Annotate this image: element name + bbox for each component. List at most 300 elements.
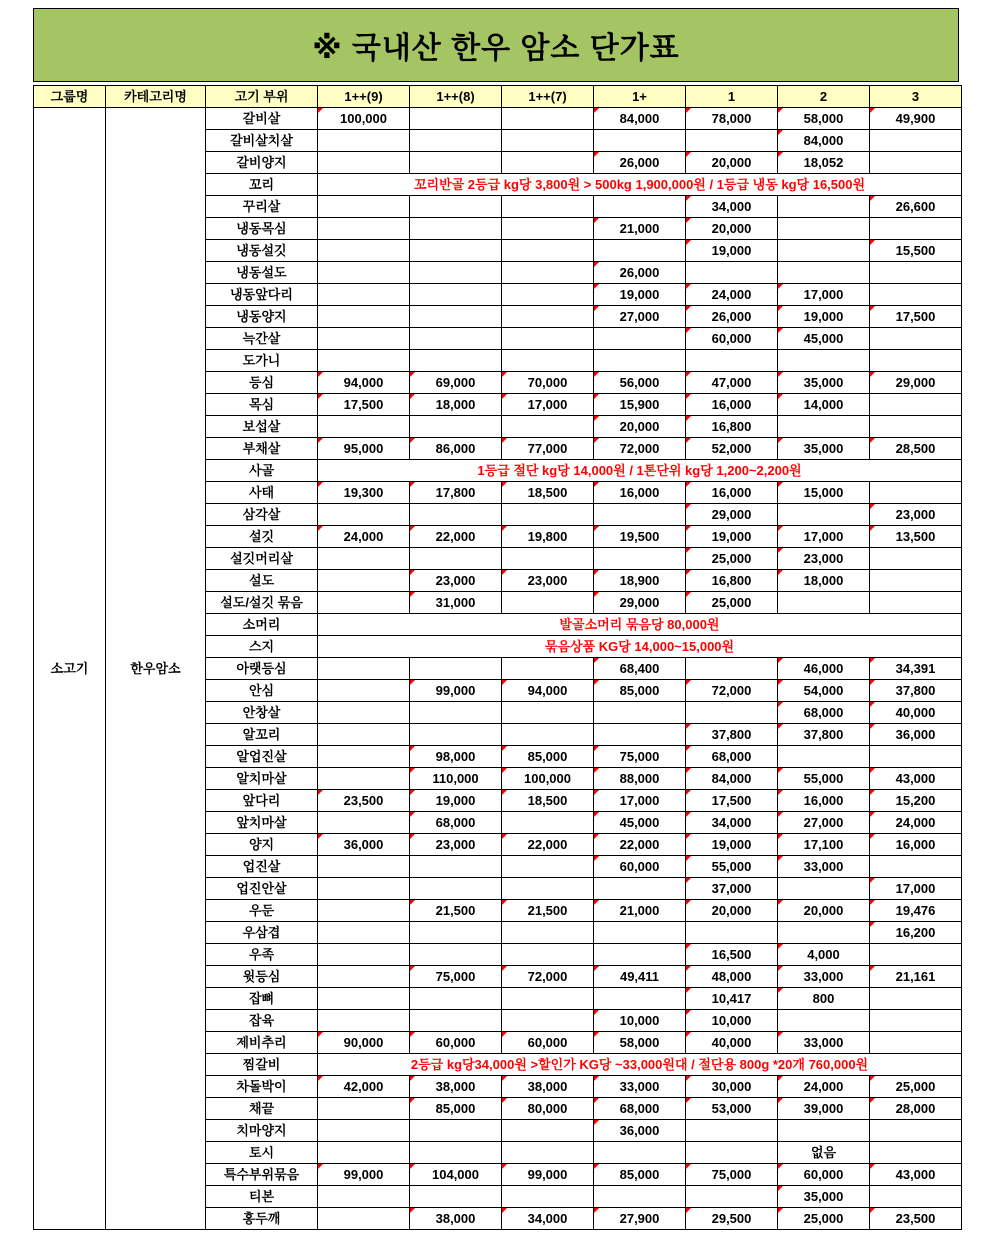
price-cell: 52,000 [686,438,778,460]
price-cell [502,504,594,526]
part-name-cell: 차돌박이 [206,1076,318,1098]
price-cell: 15,200 [870,790,962,812]
price-cell: 20,000 [686,900,778,922]
price-cell [594,130,686,152]
price-cell [318,548,410,570]
price-cell [594,240,686,262]
price-cell [594,196,686,218]
price-cell [410,262,502,284]
price-cell: 35,000 [778,1186,870,1208]
price-cell [870,416,962,438]
price-cell: 60,000 [502,1032,594,1054]
price-cell [502,658,594,680]
price-cell [410,1120,502,1142]
price-cell: 68,000 [410,812,502,834]
price-cell [318,218,410,240]
price-cell [502,702,594,724]
price-cell: 26,000 [594,262,686,284]
price-cell [410,724,502,746]
price-cell: 16,000 [686,482,778,504]
price-cell: 85,000 [594,680,686,702]
price-cell: 18,000 [778,570,870,592]
price-cell [870,570,962,592]
price-cell: 99,000 [318,1164,410,1186]
price-cell: 24,000 [778,1076,870,1098]
price-cell [594,328,686,350]
price-cell: 29,000 [594,592,686,614]
price-cell [778,1120,870,1142]
price-cell [410,1186,502,1208]
price-cell [410,922,502,944]
part-name-cell: 늑간살 [206,328,318,350]
price-cell: 33,000 [778,856,870,878]
price-cell: 800 [778,988,870,1010]
price-cell: 72,000 [686,680,778,702]
price-cell: 17,000 [778,284,870,306]
price-cell: 16,000 [594,482,686,504]
price-cell [778,240,870,262]
column-header: 2 [778,86,870,108]
price-cell [318,416,410,438]
part-name-cell: 스지 [206,636,318,658]
price-cell [870,130,962,152]
price-cell: 43,000 [870,1164,962,1186]
price-cell: 14,000 [778,394,870,416]
price-cell [870,284,962,306]
price-cell: 33,000 [594,1076,686,1098]
price-cell: 33,000 [778,966,870,988]
price-cell [410,284,502,306]
price-cell [410,1010,502,1032]
price-cell [778,922,870,944]
price-cell [502,856,594,878]
column-header: 고기 부위 [206,86,318,108]
price-cell: 75,000 [594,746,686,768]
part-name-cell: 냉동목심 [206,218,318,240]
price-cell: 10,000 [594,1010,686,1032]
price-cell [410,328,502,350]
price-cell: 94,000 [502,680,594,702]
price-cell: 16,000 [870,834,962,856]
column-header: 1++(7) [502,86,594,108]
price-cell: 27,000 [778,812,870,834]
price-cell [870,152,962,174]
price-cell [410,416,502,438]
price-cell: 19,800 [502,526,594,548]
part-name-cell: 업진안살 [206,878,318,900]
price-cell [870,1032,962,1054]
price-cell [318,702,410,724]
price-cell: 72,000 [502,966,594,988]
price-cell: 31,000 [410,592,502,614]
price-cell [318,1120,410,1142]
price-cell: 24,000 [686,284,778,306]
price-cell: 28,500 [870,438,962,460]
price-cell: 40,000 [870,702,962,724]
price-cell [318,1186,410,1208]
note-cell: 꼬리반골 2등급 kg당 3,800원 > 500kg 1,900,000원 / 1등급 냉동 kg당 16,500원 [318,174,962,196]
price-cell [318,570,410,592]
price-cell [318,1142,410,1164]
price-cell: 58,000 [594,1032,686,1054]
price-cell: 23,500 [318,790,410,812]
note-cell: 묶음상품 KG당 14,000~15,000원 [318,636,962,658]
price-cell: 17,500 [318,394,410,416]
price-cell [318,1010,410,1032]
price-cell [502,416,594,438]
price-cell [686,1186,778,1208]
price-cell [870,548,962,570]
price-cell: 54,000 [778,680,870,702]
price-cell [594,1142,686,1164]
column-header: 1+ [594,86,686,108]
price-cell: 104,000 [410,1164,502,1186]
column-header: 1++(8) [410,86,502,108]
price-cell [778,878,870,900]
price-cell: 98,000 [410,746,502,768]
price-cell [870,856,962,878]
price-cell: 17,000 [594,790,686,812]
price-cell: 47,000 [686,372,778,394]
price-cell: 68,400 [594,658,686,680]
part-name-cell: 양지 [206,834,318,856]
price-cell: 16,000 [686,394,778,416]
part-name-cell: 목심 [206,394,318,416]
price-cell: 18,052 [778,152,870,174]
price-cell: 35,000 [778,372,870,394]
price-cell: 없음 [778,1142,870,1164]
price-cell: 10,417 [686,988,778,1010]
column-header: 3 [870,86,962,108]
price-cell [870,1142,962,1164]
price-cell: 18,500 [502,790,594,812]
price-cell: 22,000 [594,834,686,856]
price-cell: 94,000 [318,372,410,394]
part-name-cell: 치마양지 [206,1120,318,1142]
price-cell [410,1142,502,1164]
price-cell: 36,000 [594,1120,686,1142]
price-cell: 30,000 [686,1076,778,1098]
price-cell: 19,000 [410,790,502,812]
price-cell: 16,800 [686,416,778,438]
part-name-cell: 꾸리살 [206,196,318,218]
price-cell: 69,000 [410,372,502,394]
price-cell [778,196,870,218]
price-cell: 4,000 [778,944,870,966]
price-cell: 25,000 [778,1208,870,1230]
price-cell [870,1120,962,1142]
price-cell: 19,000 [686,240,778,262]
price-cell: 68,000 [686,746,778,768]
part-name-cell: 냉동양지 [206,306,318,328]
price-cell [318,240,410,262]
price-cell: 27,000 [594,306,686,328]
price-cell [870,350,962,372]
part-name-cell: 우족 [206,944,318,966]
price-cell [410,548,502,570]
price-cell: 84,000 [686,768,778,790]
table-header-row [34,86,962,108]
price-cell: 37,800 [686,724,778,746]
price-cell [502,350,594,372]
price-cell [502,108,594,130]
price-cell: 70,000 [502,372,594,394]
price-cell: 21,161 [870,966,962,988]
price-cell: 17,500 [686,790,778,812]
price-cell: 18,000 [410,394,502,416]
price-cell: 17,000 [778,526,870,548]
price-cell: 17,800 [410,482,502,504]
price-cell: 100,000 [318,108,410,130]
price-cell: 21,000 [594,218,686,240]
price-cell [318,900,410,922]
price-cell: 39,000 [778,1098,870,1120]
price-cell: 60,000 [594,856,686,878]
price-cell: 88,000 [594,768,686,790]
price-cell: 37,800 [870,680,962,702]
price-cell: 23,500 [870,1208,962,1230]
price-cell: 90,000 [318,1032,410,1054]
price-cell [318,306,410,328]
part-name-cell: 사태 [206,482,318,504]
part-name-cell: 윗등심 [206,966,318,988]
price-cell [410,240,502,262]
price-cell [410,306,502,328]
note-cell: 1등급 절단 kg당 14,000원 / 1톤단위 kg당 1,200~2,200원 [318,460,962,482]
price-cell [870,482,962,504]
price-cell [502,1186,594,1208]
price-cell: 75,000 [410,966,502,988]
price-cell [318,944,410,966]
price-cell: 99,000 [502,1164,594,1186]
part-name-cell: 알치마살 [206,768,318,790]
price-cell [318,350,410,372]
part-name-cell: 설깃 [206,526,318,548]
price-cell [410,504,502,526]
part-name-cell: 냉동설깃 [206,240,318,262]
price-cell: 17,000 [870,878,962,900]
price-cell [594,548,686,570]
price-cell: 42,000 [318,1076,410,1098]
part-name-cell: 특수부위묶음 [206,1164,318,1186]
part-name-cell: 소머리 [206,614,318,636]
price-cell [594,922,686,944]
price-cell [502,1142,594,1164]
spreadsheet [33,8,959,1230]
price-cell: 20,000 [686,218,778,240]
part-name-cell: 제비추리 [206,1032,318,1054]
price-cell [778,504,870,526]
price-cell: 53,000 [686,1098,778,1120]
price-cell [318,812,410,834]
price-cell [870,592,962,614]
part-name-cell: 부채살 [206,438,318,460]
price-cell [870,1186,962,1208]
price-cell [778,746,870,768]
price-cell [686,658,778,680]
price-cell [686,1142,778,1164]
part-name-cell: 찜갈비 [206,1054,318,1076]
price-cell: 23,000 [778,548,870,570]
price-cell: 85,000 [410,1098,502,1120]
price-cell: 19,000 [778,306,870,328]
group-name-cell: 소고기 [34,108,106,1230]
price-cell [502,1120,594,1142]
part-name-cell: 보섭살 [206,416,318,438]
part-name-cell: 업진살 [206,856,318,878]
price-cell: 23,000 [502,570,594,592]
price-cell [410,108,502,130]
price-cell [778,218,870,240]
price-cell [686,922,778,944]
page-title: ※ 국내산 한우 암소 단가표 [33,8,959,82]
price-cell: 17,000 [502,394,594,416]
price-cell [502,328,594,350]
price-cell: 10,000 [686,1010,778,1032]
price-cell: 38,000 [502,1076,594,1098]
price-cell [870,328,962,350]
price-cell: 58,000 [778,108,870,130]
price-cell: 99,000 [410,680,502,702]
price-cell [318,504,410,526]
price-cell: 25,000 [686,592,778,614]
price-cell: 25,000 [870,1076,962,1098]
price-cell: 15,900 [594,394,686,416]
price-cell [502,196,594,218]
price-cell: 60,000 [778,1164,870,1186]
column-header: 그룹명 [34,86,106,108]
part-name-cell: 도가니 [206,350,318,372]
price-cell: 75,000 [686,1164,778,1186]
price-cell [870,218,962,240]
part-name-cell: 설도/설깃 묶음 [206,592,318,614]
price-cell: 85,000 [594,1164,686,1186]
price-cell: 26,000 [686,306,778,328]
price-cell: 18,900 [594,570,686,592]
price-cell: 16,800 [686,570,778,592]
part-name-cell: 우둔 [206,900,318,922]
note-cell: 발골소머리 묶음당 80,000원 [318,614,962,636]
price-cell [870,746,962,768]
price-cell [502,812,594,834]
price-cell [594,1186,686,1208]
price-cell: 77,000 [502,438,594,460]
table-body [34,108,962,1230]
price-cell: 19,000 [594,284,686,306]
price-cell: 22,000 [410,526,502,548]
price-cell [410,878,502,900]
price-cell: 24,000 [870,812,962,834]
price-cell: 84,000 [594,108,686,130]
price-cell [502,262,594,284]
price-cell [410,988,502,1010]
part-name-cell: 냉동설도 [206,262,318,284]
note-cell: 2등급 kg당34,000원 >할인가 KG당 ~33,000원대 / 절단용 800g *20개 760,000원 [318,1054,962,1076]
price-cell [502,724,594,746]
price-cell [318,196,410,218]
price-cell: 16,200 [870,922,962,944]
price-cell: 28,000 [870,1098,962,1120]
price-cell: 19,476 [870,900,962,922]
price-cell [410,152,502,174]
price-cell: 72,000 [594,438,686,460]
price-cell [318,262,410,284]
price-cell [318,768,410,790]
price-cell: 17,100 [778,834,870,856]
part-name-cell: 갈비살치살 [206,130,318,152]
price-cell [594,702,686,724]
price-cell [318,284,410,306]
price-cell: 23,000 [870,504,962,526]
price-cell [686,130,778,152]
part-name-cell: 티본 [206,1186,318,1208]
category-name-cell: 한우암소 [106,108,206,1230]
price-cell [318,130,410,152]
price-cell: 23,000 [410,570,502,592]
price-cell [410,856,502,878]
price-cell [502,130,594,152]
price-cell: 48,000 [686,966,778,988]
price-cell [778,592,870,614]
part-name-cell: 냉동앞다리 [206,284,318,306]
price-cell: 20,000 [594,416,686,438]
price-cell [318,746,410,768]
price-cell [410,218,502,240]
price-cell [410,196,502,218]
price-cell: 60,000 [410,1032,502,1054]
price-cell [318,152,410,174]
part-name-cell: 잡뼈 [206,988,318,1010]
part-name-cell: 우삼겹 [206,922,318,944]
price-cell [594,350,686,372]
price-cell [318,724,410,746]
price-cell [502,306,594,328]
price-cell: 80,000 [502,1098,594,1120]
price-cell: 27,900 [594,1208,686,1230]
price-cell: 60,000 [686,328,778,350]
price-cell [318,680,410,702]
price-cell: 78,000 [686,108,778,130]
price-cell: 18,500 [502,482,594,504]
part-name-cell: 갈비살 [206,108,318,130]
price-cell [502,548,594,570]
part-name-cell: 설도 [206,570,318,592]
price-cell [318,592,410,614]
price-cell [686,702,778,724]
price-cell: 34,000 [686,196,778,218]
price-cell [502,988,594,1010]
price-cell: 33,000 [778,1032,870,1054]
price-cell: 56,000 [594,372,686,394]
price-cell [502,592,594,614]
part-name-cell: 앞치마살 [206,812,318,834]
price-cell: 21,500 [502,900,594,922]
price-cell: 24,000 [318,526,410,548]
price-cell: 38,000 [410,1076,502,1098]
price-cell [686,1120,778,1142]
price-cell: 95,000 [318,438,410,460]
price-cell: 68,000 [778,702,870,724]
column-header: 카테고리명 [106,86,206,108]
price-cell: 29,000 [686,504,778,526]
part-name-cell: 안창살 [206,702,318,724]
price-cell: 20,000 [778,900,870,922]
price-cell: 20,000 [686,152,778,174]
price-cell [502,922,594,944]
price-cell [410,130,502,152]
column-header: 1 [686,86,778,108]
price-cell: 34,000 [686,812,778,834]
